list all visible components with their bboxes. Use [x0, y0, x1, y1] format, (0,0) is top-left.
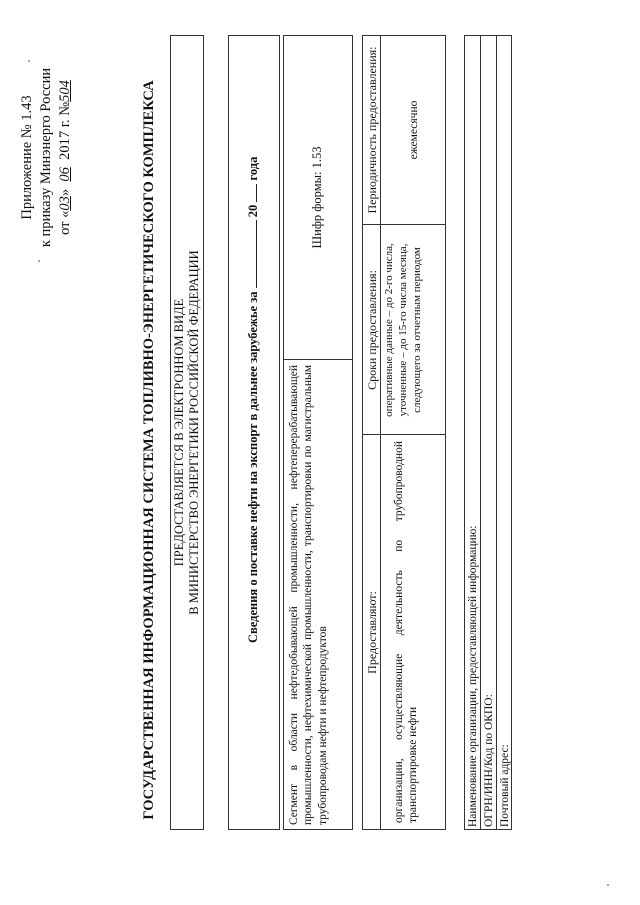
appendix-order-ref: к приказу Минэнерго России [37, 67, 54, 248]
appendix-month: 06 [56, 167, 73, 182]
form-title-text: Сведения о поставке нефти на экспорт в дальнее зарубежье за [246, 291, 260, 643]
cell-providers: организации, осуществляющие деятельность по трубопроводной транспортировке нефти [393, 441, 420, 823]
form-cipher: Шифр формы: 1.53 [310, 146, 324, 249]
form-title-year-suffix: года [246, 156, 260, 181]
appendix-date-prefix: от « [56, 210, 73, 235]
appendix-date-line [56, 50, 75, 265]
form-title-year-blank [246, 184, 257, 202]
scan-speck [607, 884, 609, 886]
appendix-year: 2017 [56, 130, 73, 160]
appendix-num-prefix: г. № [56, 101, 73, 128]
appendix-order-number: 504 [56, 80, 73, 102]
header-providers: Предоставляют: [365, 591, 379, 674]
segment-text: Сегмент в области нефтедобывающей промышленности, нефтеперерабатывающей промышленности, нефтехимической промышленности, транспортировки по магистральным трубопроводам нефти и нефтепродуктов [288, 365, 329, 825]
org-name-label: Наименование организации, предоставляющей информацию: [467, 525, 479, 827]
form-title-year-prefix: 20 [246, 204, 260, 218]
cell-deadlines: оперативные данные – до 2-го числа, уточненные – до 15-го числа месяца, следующего за отчетным периодом [383, 243, 423, 417]
org-ogrn-label: ОГРН/ИНН/Код по ОКПО: [483, 694, 495, 827]
header-frequency: Периодичность предоставления: [365, 46, 379, 214]
provided-header-line1: ПРЕДОСТАВЛЯЕТСЯ В ЭЛЕКТРОННОМ ВИДЕ [172, 298, 186, 567]
provided-header-line2: В МИНИСТЕРСТВО ЭНЕРГЕТИКИ РОССИЙСКОЙ ФЕДЕРАЦИИ [187, 250, 201, 615]
form-title [246, 83, 262, 643]
scan-speck [38, 260, 40, 262]
appendix-number: Приложение № 1.43 [19, 95, 35, 220]
cell-frequency: ежемесячно [408, 100, 420, 160]
header-deadlines: Сроки предоставления: [365, 270, 379, 390]
appendix-block [18, 50, 75, 265]
scan-speck [28, 60, 30, 62]
table-header-divider [380, 35, 381, 830]
appendix-day: 03 [56, 196, 73, 211]
main-title: ГОСУДАРСТВЕННАЯ ИНФОРМАЦИОННАЯ СИСТЕМА ТОПЛИВНО-ЭНЕРГЕТИЧЕСКОГО КОМПЛЕКСА [141, 80, 157, 820]
form-title-blank [246, 220, 257, 288]
org-address-label: Почтовый адрес: [499, 744, 511, 827]
appendix-date-mid: » [56, 188, 73, 197]
